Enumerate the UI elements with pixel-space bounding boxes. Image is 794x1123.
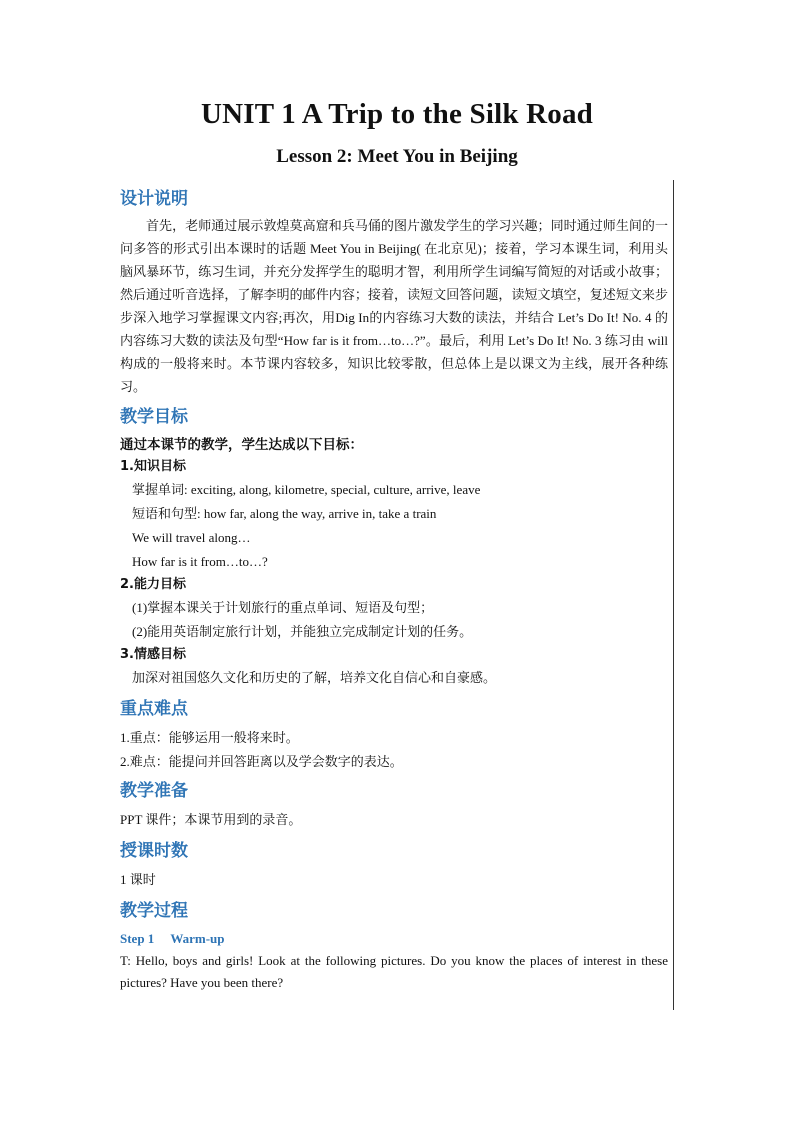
objectives-intro: 通过本课节的教学，学生达成以下目标： [120,437,363,453]
knowledge-heading: 1.知识目标 [120,459,186,474]
section-heading-preparation: 教学准备 [120,781,188,801]
section-heading-process: 教学过程 [120,901,188,921]
key-point-line: 1.重点：能够运用一般将来时。 [120,730,299,745]
section-heading-key-points: 重点难点 [120,699,188,719]
lesson-title: Lesson 2: Meet You in Beijing [276,146,518,167]
step-name: Warm-up [170,931,225,946]
ability-heading: 2.能力目标 [120,577,186,592]
duration-text: 1 课时 [120,872,156,887]
knowledge-line: 掌握单词: exciting, along, kilometre, special, culture, arrive, leave [132,482,481,497]
ability-line: (2)能用英语制定旅行计划，并能独立完成制定计划的任务。 [132,624,473,639]
step-heading [120,928,668,950]
design-paragraph: 首先，老师通过展示敦煌莫高窟和兵马俑的图片激发学生的学习兴趣；同时通过师生间的一问多答的形式引出本课时的话题 Meet You in Beijing( 在北京见)；接着，学习本课生词，利用头脑风暴环节，练习生词，并充分发挥学生的聪明才智，利用所学生词编写简短的对话或小故事；然后通过听音选择，了解李明的邮件内容；接着，读短文回答问题，读短文填空，复述短文来步步深入地学习掌握课文内容;再次，用Dig In的内容练习大数的读法，并结合 Let’s Do It! No. 4 的内容练习大数的读法及句型“How far is it from…to…?”。最后，利用 Let’s Do It! No. 3 练习由 will 构成的一般将来时。本节课内容较多，知识比较零散，但总体上是以课文为主线，展开各种练习。 [120,218,668,394]
warm-up-text: T: Hello, boys and girls! Look at the following pictures. Do you know the places of interest in these pictures? Have you been there? [120,953,668,990]
knowledge-line: How far is it from…to…? [132,554,268,569]
page-title: UNIT 1 A Trip to the Silk Road [201,98,593,130]
step-label: Step 1 [120,931,155,946]
knowledge-line: 短语和句型: how far, along the way, arrive in, take a train [132,506,437,521]
ability-line: (1)掌握本课关于计划旅行的重点单词、短语及句型； [132,600,434,615]
knowledge-line: We will travel along… [132,530,251,545]
key-point-line: 2.难点：能提问并回答距离以及学会数字的表达。 [120,754,403,769]
section-heading-objectives: 教学目标 [120,407,188,427]
section-heading-design: 设计说明 [120,189,188,209]
preparation-text: PPT 课件；本课节用到的录音。 [120,812,302,827]
section-heading-duration: 授课时数 [120,841,188,861]
emotion-line: 加深对祖国悠久文化和历史的了解，培养文化自信心和自豪感。 [132,670,497,685]
margin-rule [673,180,674,1010]
document-body [120,186,668,994]
emotion-heading: 3.情感目标 [120,647,186,662]
